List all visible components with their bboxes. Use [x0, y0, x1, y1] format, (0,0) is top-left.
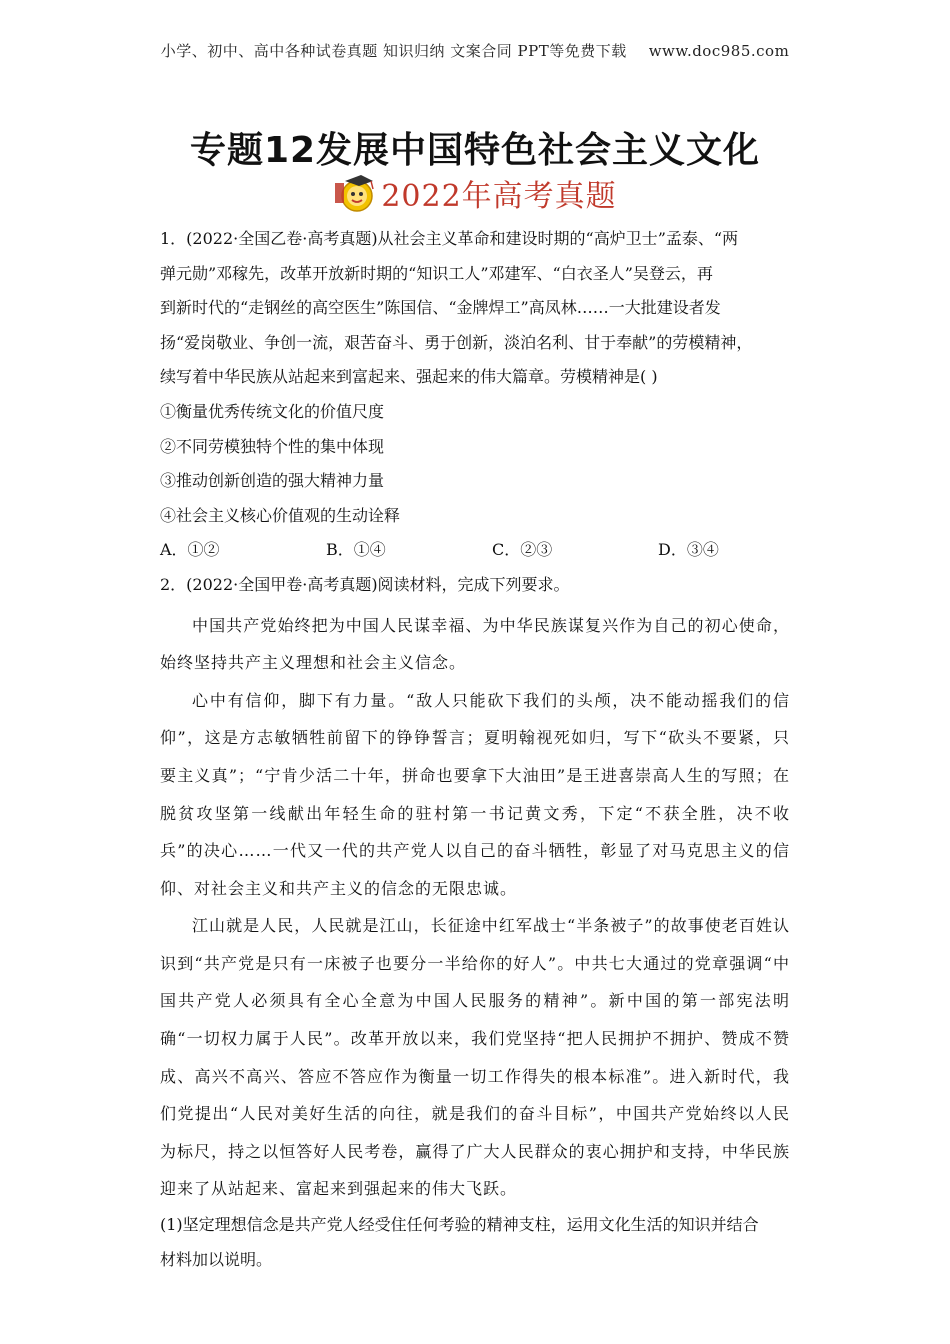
material-paragraph: 心中有信仰，脚下有力量。“敌人只能砍下我们的头颅，决不能动摇我们的信仰”，这是方志敏牺牲前留下的铮铮誓言；夏明翰视死如归，写下“砍头不要紧，只要主义真”；“宁肯少活二十年，拼命也要拿下大油田”是王进喜崇高人生的写照；在脱贫攻坚第一线献出年轻生命的驻村第一书记黄文秀，下定“不获全胜，决不收兵”的决心……一代又一代的共产党人以自己的奋斗牺牲，彰显了对马克思主义的信仰、对社会主义和共产主义的信念的无限忠诚。 — [160, 690, 790, 898]
graduate-mascot-icon — [333, 171, 377, 215]
option-a[interactable]: A．①② — [160, 540, 220, 560]
q1-item: ②不同劳模独特个性的集中体现 — [160, 436, 385, 456]
option-b[interactable]: B．①④ — [326, 540, 386, 560]
q2-sub1-line: (1)坚定理想信念是共产党人经受住任何考验的精神支柱，运用文化生活的知识并结合 — [160, 1215, 759, 1235]
q2-material — [160, 607, 790, 1209]
material-paragraph: 江山就是人民，人民就是江山，长征途中红军战士“半条被子”的故事使老百姓认识到“共产党是只有一床被子也要分一半给你的好人”。中共七大通过的党章强调“中国共产党人必须具有全心全意为中国人民服务的精神”。新中国的第一部宪法明确“一切权力属于人民”。改革开放以来，我们党坚持“把人民拥护不拥护、赞成不赞成、高兴不高兴、答应不答应作为衡量一切工作得失的根本标准”。进入新时代，我们党提出“人民对美好生活的向往，就是我们的奋斗目标”，中国共产党始终以人民为标尺，持之以恒答好人民考卷，赢得了广大人民群众的衷心拥护和支持，中华民族迎来了从站起来、富起来到强起来的伟大飞跃。 — [160, 916, 790, 1199]
q1-options — [160, 533, 790, 568]
option-c[interactable]: C．②③ — [492, 540, 553, 560]
q1-line: 1．(2022·全国乙卷·高考真题)从社会主义革命和建设时期的“高炉卫士”孟泰、“两 — [160, 229, 739, 248]
q2-sub1-line: 材料加以说明。 — [160, 1249, 273, 1269]
q1-line: 到新时代的“走钢丝的高空医生”陈国信、“金牌焊工”高凤林……一大批建设者发 — [160, 298, 721, 318]
material-paragraph: 中国共产党始终把为中国人民谋幸福、为中华民族谋复兴作为自己的初心使命，始终坚持共产主义理想和社会主义信念。 — [160, 615, 790, 673]
subtitle: 2022年高考真题 — [381, 179, 617, 214]
q1-item: ④社会主义核心价值观的生动诠释 — [160, 505, 401, 525]
header-url[interactable]: www.doc985.com — [648, 42, 790, 60]
question-content — [160, 222, 790, 1277]
q1-item: ③推动创新创造的强大精神力量 — [160, 471, 385, 491]
page-header — [0, 40, 950, 61]
q1-line: 弹元勋”邓稼先，改革开放新时期的“知识工人”邓建军、“白衣圣人”吴登云，再 — [160, 263, 713, 283]
page-title: 专题12发展中国特色社会主义文化 — [189, 130, 761, 171]
q2-stem: 2．(2022·全国甲卷·高考真题)阅读材料，完成下列要求。 — [160, 574, 570, 594]
subtitle-row — [0, 170, 950, 216]
q1-line: 续写着中华民族从站起来到富起来、强起来的伟大篇章。劳模精神是( ) — [160, 367, 658, 387]
q1-item: ①衡量优秀传统文化的价值尺度 — [160, 401, 385, 421]
header-text: 小学、初中、高中各种试卷真题 知识归纳 文案合同 PPT等免费下载 — [160, 42, 627, 60]
option-d[interactable]: D．③④ — [658, 540, 719, 560]
q1-line: 扬“爱岗敬业、争创一流，艰苦奋斗、勇于创新，淡泊名利、甘于奉献”的劳模精神， — [160, 332, 753, 352]
